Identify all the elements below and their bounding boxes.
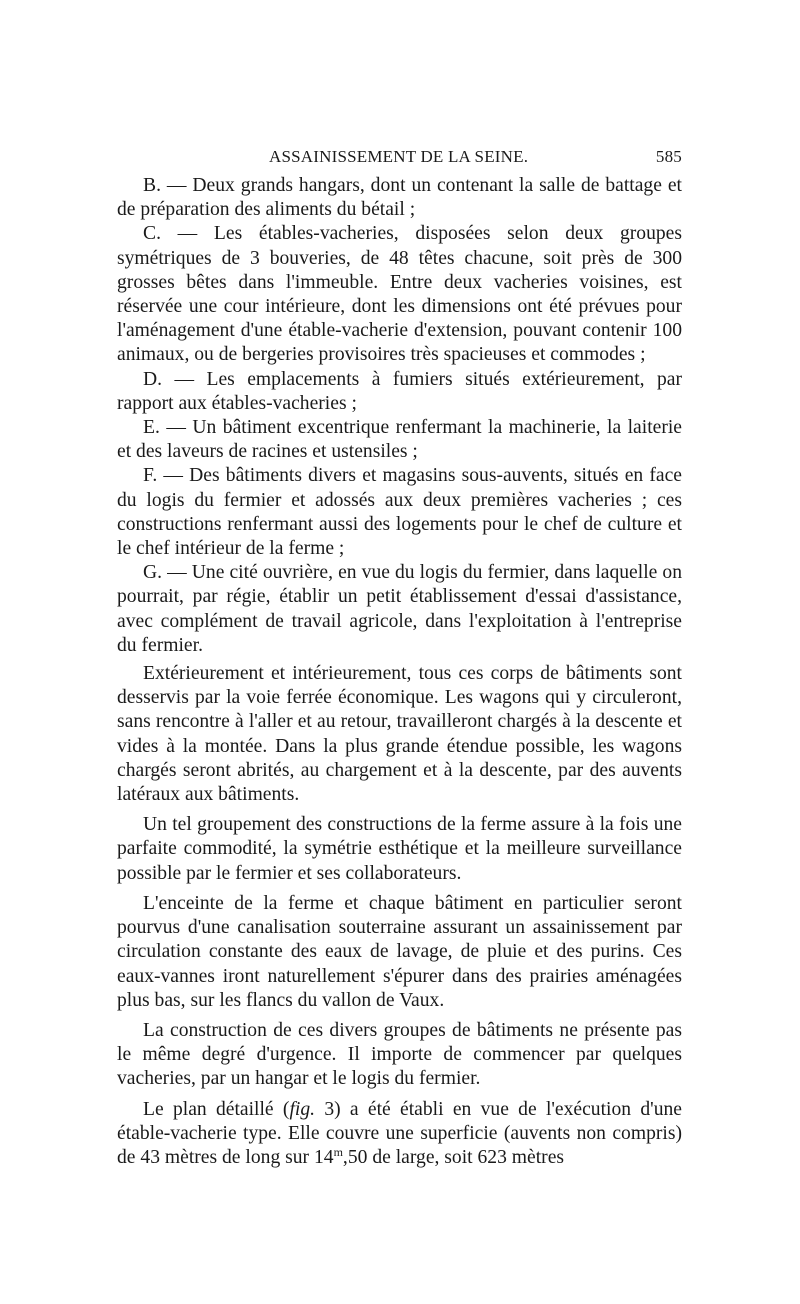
page-number: 585 xyxy=(655,147,682,166)
list-item-f: F. — Des bâtiments divers et magasins sous-auvents, situés en face du logis du fermier et adossés aux deux premières vacheries ; ces constructions renfermant aussi des logements pour le chef de culture et le chef intérieur de la ferme ; xyxy=(117,465,682,560)
paragraph-rail-service: Extérieurement et intérieurement, tous ces corps de bâtiments sont desservis par la voie ferrée économique. Les wagons qui y circuleront, sans rencontre à l'aller et au retour, travailleront chargés à la descente et vides à la montée. Dans la plus grande étendue possible, les wagons chargés seront abrités, au chargement et à la descente, par des auvents latéraux aux bâtiments. xyxy=(117,663,682,806)
plan-text-start: Le plan détaillé ( xyxy=(143,1098,290,1120)
paragraph-detailed-plan xyxy=(117,1098,682,1171)
paragraph-grouping: Un tel groupement des constructions de la ferme assure à la fois une parfaite commodité, la symétrie esthétique et la meilleure surveillance possible par le fermier et ses collaborateurs. xyxy=(117,814,682,884)
paragraph-urgency: La construction de ces divers groupes de bâtiments ne présente pas le même degré d'urgence. Il importe de commencer par quelques vacheries, par un hangar et le logis du fermier. xyxy=(117,1019,682,1090)
plan-text-middle: 3) a été établi en vue de l'exécution d'une étable-vacherie type. Elle couvre une superficie (auvents non compris) de 43 mètres de long sur 14 xyxy=(117,1098,682,1168)
list-item-d: D. — Les emplacements à fumiers situés extérieurement, par rapport aux étables-vacheries ; xyxy=(117,368,682,414)
meter-superscript: m xyxy=(333,1144,343,1159)
list-item-b: B. — Deux grands hangars, dont un contenant la salle de battage et de préparation des aliments du bétail ; xyxy=(117,175,682,221)
list-item-g: G. — Une cité ouvrière, en vue du logis du fermier, dans laquelle on pourrait, par régie, établir un petit établissement d'essai d'assistance, avec complément de travail agricole, dans l'exploitation à l'entreprise du fermier. xyxy=(117,562,682,656)
plan-text-end: ,50 de large, soit 623 mètres xyxy=(342,1146,565,1168)
figure-reference: fig. xyxy=(289,1098,316,1120)
paragraph-drainage: L'enceinte de la ferme et chaque bâtiment en particulier seront pourvus d'une canalisation souterraine assurant un assainissement par circulation constante des eaux de lavage, de pluie et des purins. Ces eaux-vannes iront naturellement s'épurer dans des prairies aménagées plus bas, sur les flancs du vallon de Vaux. xyxy=(117,892,682,1011)
running-head xyxy=(117,147,682,169)
list-item-e: E. — Un bâtiment excentrique renfermant la machinerie, la laiterie et des laveurs de racines et ustensiles ; xyxy=(117,417,682,463)
list-item-c: C. — Les étables-vacheries, disposées selon deux groupes symétriques de 3 bouveries, de 48 têtes chacune, soit près de 300 grosses bêtes dans l'immeuble. Entre deux vacheries voisines, est réservée une cour intérieure, dont les dimensions ont été prévues pour l'aménagement d'une étable-vacherie d'extension, pouvant contenir 100 animaux, ou de bergeries provisoires très spacieuses et commodes ; xyxy=(117,223,682,366)
book-page xyxy=(117,0,682,1304)
body-text xyxy=(117,174,682,1170)
running-title: ASSAINISSEMENT DE LA SEINE. xyxy=(269,147,529,166)
